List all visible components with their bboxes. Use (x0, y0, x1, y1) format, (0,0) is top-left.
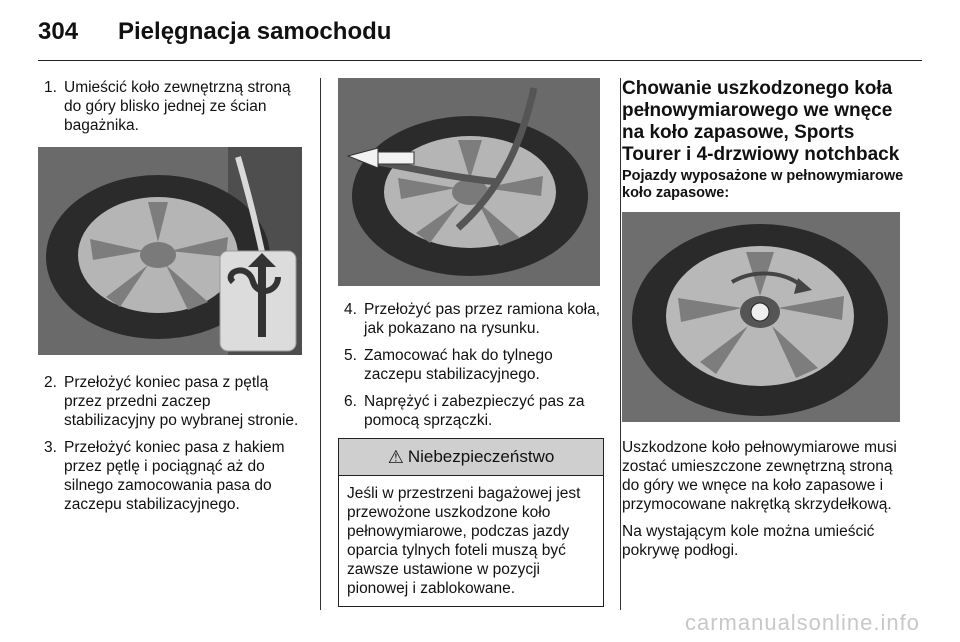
step-item (38, 438, 306, 514)
step-item (338, 346, 604, 384)
step-item (38, 78, 306, 135)
step-item (338, 392, 604, 430)
steps-list (338, 300, 604, 430)
spare-wheel-well-photo (622, 212, 900, 422)
warning-text: Jeśli w przestrzeni bagażowej jest przewożone uszkodzone koło pełnowymiarowe, podczas jazdy oparcia tylnych foteli muszą być zawsze ustawione w pozycji pionowej i zablokowane. (347, 485, 581, 597)
step-number: 5. (344, 347, 357, 364)
warning-header (339, 439, 603, 476)
paragraph: Na wystającym kole można umieścić pokrywę podłogi. (622, 523, 875, 559)
watermark: carmanualsonline.info (684, 610, 920, 635)
step-text: Umieścić koło zewnętrzną stroną do góry blisko jednej ze ścian bagażnika. (64, 79, 291, 134)
column-2 (338, 78, 604, 607)
step-text: Przełożyć pas przez ramiona koła, jak pokazano na rysunku. (364, 301, 601, 337)
step-text: Przełożyć koniec pasa z hakiem przez pętlę i pociągnąć aż do silnego zamocowania pasa do zaczepu stabilizacyjnego. (64, 439, 285, 513)
column-1 (38, 78, 306, 522)
warning-triangle-icon: ⚠ (387, 446, 404, 467)
column-divider (620, 78, 621, 610)
trunk-wheel-strap-photo (38, 147, 302, 355)
step-number: 4. (344, 301, 357, 318)
step-text: Przełożyć koniec pasa z pętlą przez przedni zaczep stabilizacyjny po wybranej stronie. (64, 374, 299, 429)
section-title: Chowanie uszkodzonego koła pełnowymiarowego we wnęce na koło zapasowe, Sports Tourer i 4-drzwiowy notchback (622, 78, 900, 165)
steps-list-bottom (38, 373, 306, 514)
page-header (38, 16, 922, 61)
strap-over-wheel-photo (338, 78, 600, 286)
column-divider (320, 78, 321, 610)
warning-box (338, 438, 604, 607)
paragraph: Uszkodzone koło pełnowymiarowe musi zostać umieszczone zewnętrzną stroną do góry we wnęce na koło zapasowe i przymocowane nakrętką skrzydełkową. (622, 439, 897, 513)
step-text: Naprężyć i zabezpieczyć pas za pomocą sprzączki. (364, 393, 585, 429)
step-number: 1. (44, 79, 57, 96)
column-3 (622, 78, 906, 568)
page-title: Pielęgnacja samochodu (118, 18, 392, 45)
step-number: 2. (44, 374, 57, 391)
step-number: 3. (44, 439, 57, 456)
step-number: 6. (344, 393, 357, 410)
step-item (38, 373, 306, 430)
section-subtitle: Pojazdy wyposażone w pełnowymiarowe koło zapasowe: (622, 168, 904, 201)
step-text: Zamocować hak do tylnego zaczepu stabilizacyjnego. (364, 347, 553, 383)
step-item (338, 300, 604, 338)
steps-list-top (38, 78, 306, 135)
page-number: 304 (38, 18, 79, 45)
warning-title: Niebezpieczeństwo (407, 447, 555, 466)
